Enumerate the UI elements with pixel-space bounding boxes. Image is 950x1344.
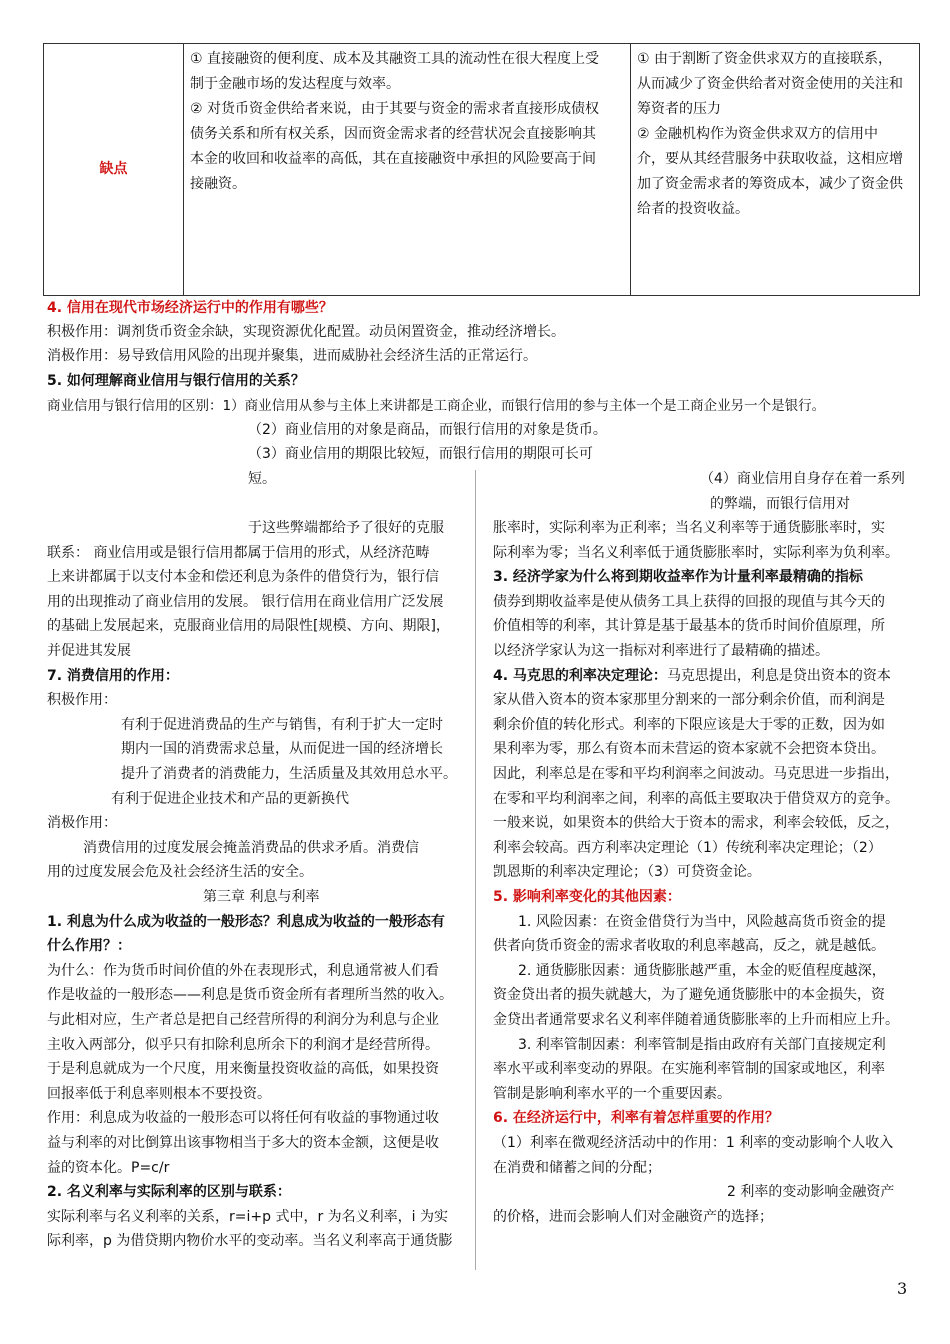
- text-line: 1. 风险因素：在资金借贷行为当中，风险越高货币资金的提: [518, 913, 886, 930]
- text-line: 7. 消费信用的作用：: [47, 667, 179, 684]
- text-line: 期内一国的消费需求总量，从而促进一国的经济增长: [121, 741, 443, 758]
- text-line: 为什么：作为货币时间价值的外在表现形式，利息通常被人们看: [47, 962, 439, 979]
- text-line: 金贷出者通常要求名义利率伴随着通货膨胀率的上升而相应上升。: [493, 1012, 899, 1028]
- text-line: 5. 影响利率变化的其他因素：: [493, 889, 681, 905]
- text-line: 资金贷出者的损失就越大，为了避免通货膨胀中的本金损失，资: [493, 987, 885, 1004]
- q5-right-2: 的弊端，而银行信用对: [710, 496, 850, 512]
- question-title-lead: 4. 马克思的利率决定理论：: [493, 667, 667, 684]
- text-line: 3. 利率管制因素：利率管制是指由政府有关部门直接规定利: [518, 1036, 886, 1053]
- q5-line-3: （3）商业信用的期限比较短，而银行信用的期限可长可: [248, 446, 593, 462]
- q5-line-1: 商业信用与银行信用的区别：1）商业信用从参与主体上来讲都是工商企业，而银行信用的参与主体一个是工商企业另一个是银行。: [47, 398, 826, 414]
- text-line: 果利率为零，那么有资本而未营运的资本家就不会把资本贷出。: [493, 741, 885, 758]
- text-line: 家从借入资本的资本家那里分割来的一部分剩余价值，而利润是: [493, 692, 885, 709]
- text-line: 凯恩斯的利率决定理论；（3）可贷资金论。: [493, 864, 761, 881]
- cell-line: 债务关系和所有权关系，因而资金需求者的经营状况会直接影响其: [190, 126, 596, 142]
- text-line: 1. 利息为什么成为收益的一般形态？利息成为收益的一般形态有: [47, 913, 445, 930]
- row-label-cell: [44, 44, 184, 296]
- question-4-title: 4. 信用在现代市场经济运行中的作用有哪些？: [47, 300, 333, 316]
- column-divider: [475, 470, 476, 1270]
- text-line: 的基础上发展起来，克服商业信用的局限性[规模、方向、期限]，: [47, 618, 450, 635]
- text-line: 主收入两部分，似乎只有扣除利息所余下的利润才是经营所得。: [47, 1036, 439, 1053]
- text-line: 并促进其发展: [47, 643, 131, 659]
- text-line: 与此相对应，生产者总是把自己经营所得的利润分为利息与企业: [47, 1012, 439, 1028]
- text-line: 管制是影响利率水平的一个重要因素。: [493, 1085, 731, 1102]
- page-number: 3: [897, 1279, 908, 1298]
- text-line: 际利率，p 为借贷期内物价水平的变动率。当名义利率高于通货膨: [47, 1233, 453, 1250]
- indirect-financing-cell: [631, 44, 920, 296]
- text-line: 上来讲都属于以支付本金和偿还利息为条件的借贷行为，银行信: [47, 569, 439, 586]
- q5-right-1: （4）商业信用自身存在着一系列: [700, 471, 905, 487]
- text-line: 胀率时，实际利率为正利率；当名义利率等于通货膨胀率时，实: [493, 520, 885, 536]
- cell-line: 介，要从其经营服务中获取收益，这相应增: [637, 151, 903, 167]
- cell-line: ① 直接融资的便利度、成本及其融资工具的流动性在很大程度上受: [190, 51, 599, 67]
- table-row: [44, 44, 920, 296]
- q4-negative: 消极作用：易导致信用风险的出现并聚集，进而威胁社会经济生活的正常运行。: [47, 348, 537, 364]
- question-body: 马克思提出，利息是贷出资本的资本: [666, 667, 891, 684]
- q4-positive: 积极作用：调剂货币资金余缺，实现资源优化配置。动员闲置资金，推动经济增长。: [47, 324, 565, 340]
- cell-line: ② 对货币资金供给者来说，由于其要与资金的需求者直接形成债权: [190, 101, 599, 117]
- text-line: 3. 经济学家为什么将到期收益率作为计量利率最精确的指标: [493, 569, 863, 586]
- text-line: 2 利率的变动影响金融资产: [727, 1184, 895, 1201]
- text-line: 在消费和储蓄之间的分配；: [493, 1159, 661, 1176]
- cell-line: 接融资。: [190, 176, 246, 192]
- text-line: 作用：利息成为收益的一般形态可以将任何有收益的事物通过收: [47, 1110, 439, 1127]
- text-line: 消极作用：: [47, 815, 117, 832]
- text-line: 2. 通货膨胀因素：通货膨胀越严重，本金的贬值程度越深，: [518, 962, 886, 979]
- text-line: 联系： 商业信用或是银行信用都属于信用的形式，从经济范畴: [47, 544, 430, 561]
- question-5-title: 5. 如何理解商业信用与银行信用的关系？: [47, 373, 305, 389]
- cell-line: 本金的收回和收益率的高低，其在直接融资中承担的风险要高于间: [190, 151, 596, 167]
- q5-line-4: 短。: [248, 471, 276, 487]
- text-line: 一般来说，如果资本的供给大于资本的需求，利率会较低，反之，: [493, 815, 899, 832]
- text-line: 2. 名义利率与实际利率的区别与联系：: [47, 1184, 291, 1201]
- text-line: 利率会较高。西方利率决定理论（1）传统利率决定理论；（2）: [493, 839, 882, 856]
- text-line: 率水平或利率变动的界限。在实施利率管制的国家或地区，利率: [493, 1061, 885, 1078]
- text-line: 在零和平均利润率之间，利率的高低主要取决于借贷双方的竞争。: [493, 790, 899, 807]
- text-line: 用的过度发展会危及社会经济生活的安全。: [47, 864, 313, 881]
- text-line: 价值相等的利率，其计算是基于最基本的货币时间价值原理，所: [493, 618, 885, 635]
- text-line: 消费信用的过度发展会掩盖消费品的供求矛盾。消费信: [83, 839, 419, 856]
- cell-line: 筹资者的压力: [637, 101, 721, 117]
- direct-financing-cell: [184, 44, 631, 296]
- text-line: [493, 666, 891, 686]
- comparison-table: [43, 43, 920, 296]
- text-line: 用的出现推动了商业信用的发展。 银行信用在商业信用广泛发展: [47, 593, 444, 610]
- text-line: 债券到期收益率是使从债务工具上获得的回报的现值与其今天的: [493, 593, 885, 610]
- text-line: 因此，利率总是在零和平均利润率之间波动。马克思进一步指出，: [493, 766, 899, 782]
- text-line: 什么作用？：: [47, 938, 131, 955]
- text-line: 供者向货币资金的需求者收取的利息率越高，反之，就是越低。: [493, 938, 885, 955]
- cell-line: 给者的投资收益。: [637, 201, 749, 217]
- cell-line: ② 金融机构作为资金供求双方的信用中: [637, 126, 878, 142]
- text-line: 于这些弊端都给予了很好的克服: [248, 520, 444, 536]
- text-line: 于是利息就成为一个尺度，用来衡量投资收益的高低，如果投资: [47, 1061, 439, 1078]
- text-line: 提升了消费者的消费能力，生活质量及其效用总水平。: [121, 766, 457, 782]
- text-line: 第三章 利息与利率: [203, 889, 320, 905]
- text-line: 有利于促进企业技术和产品的更新换代: [111, 790, 349, 807]
- text-line: 有利于促进消费品的生产与销售，有利于扩大一定时: [121, 716, 443, 733]
- text-line: 的价格，进而会影响人们对金融资产的选择；: [493, 1208, 773, 1225]
- text-line: 实际利率与名义利率的关系，r=i+p 式中，r 为名义利率，i 为实: [47, 1208, 448, 1225]
- text-line: 以经济学家认为这一指标对利率进行了最精确的描述。: [493, 643, 829, 659]
- text-line: 作是收益的一般形态——利息是货币资金所有者理所当然的收入。: [47, 987, 453, 1004]
- cell-line: 制于金融市场的发达程度与效率。: [190, 76, 400, 92]
- text-line: 剩余价值的转化形式。利率的下限应该是大于零的正数，因为如: [493, 716, 885, 733]
- q5-line-2: （2）商业信用的对象是商品，而银行信用的对象是货币。: [248, 422, 607, 438]
- text-line: 益与利率的对比倒算出该事物相当于多大的资本金额，这便是收: [47, 1135, 439, 1151]
- text-line: （1）利率在微观经济活动中的作用：1 利率的变动影响个人收入: [493, 1135, 894, 1151]
- text-line: 益的资本化。P=c/r: [47, 1159, 170, 1176]
- cell-line: 从而减少了资金供给者对资金使用的关注和: [637, 76, 903, 92]
- row-label: 缺点: [99, 161, 128, 177]
- cell-line: 加了资金需求者的筹资成本，减少了资金供: [637, 176, 903, 192]
- text-line: 积极作用：: [47, 692, 117, 709]
- text-line: 际利率为零；当名义利率低于通货膨胀率时，实际利率为负利率。: [493, 544, 899, 561]
- text-line: 6. 在经济运行中，利率有着怎样重要的作用？: [493, 1110, 779, 1127]
- cell-line: ① 由于割断了资金供求双方的直接联系，: [637, 51, 892, 67]
- text-line: 回报率低于利息率则根本不要投资。: [47, 1085, 271, 1102]
